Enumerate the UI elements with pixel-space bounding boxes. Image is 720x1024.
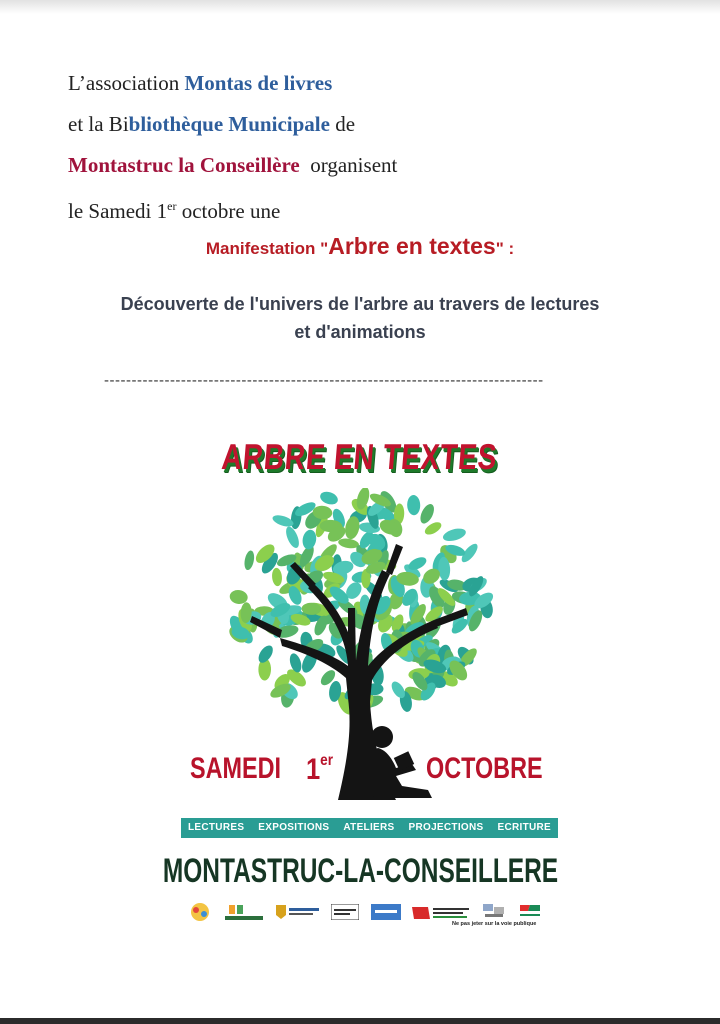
poster-town xyxy=(0,852,720,891)
intro-paragraph xyxy=(68,68,397,232)
leaf xyxy=(318,490,339,507)
poster-date-number xyxy=(306,752,333,787)
leaf xyxy=(271,513,295,529)
town-name: Montastruc la Conseillère xyxy=(68,153,300,177)
leaf xyxy=(301,529,318,551)
poster-notice: Ne pas jeter sur la voie publique xyxy=(452,921,537,927)
reading-child-silhouette xyxy=(371,726,432,798)
poster-town-text: MONTASTRUC-LA-CONSEILLERE xyxy=(162,852,558,890)
page-bottom-bar xyxy=(0,1018,720,1024)
intro-text: L’association xyxy=(68,71,185,95)
activity-tags xyxy=(181,818,551,838)
event-name: Arbre en textes xyxy=(328,233,496,259)
leaf xyxy=(243,550,256,571)
intro-text: organisent xyxy=(299,153,398,177)
library-name: bliothèque Municipale xyxy=(128,112,330,136)
date-number: 1 xyxy=(306,753,321,786)
sponsor-logo-5 xyxy=(371,904,401,920)
tag-expositions: EXPOSITIONS xyxy=(251,818,336,838)
sponsor-logo-1 xyxy=(186,901,214,923)
intro-line-2 xyxy=(68,109,397,150)
intro-line-4 xyxy=(68,191,397,232)
sponsor-logo-4 xyxy=(331,904,359,920)
leaf xyxy=(338,537,360,549)
leaf xyxy=(418,502,437,526)
intro-text: octobre une xyxy=(176,199,281,223)
date-ordinal: er xyxy=(320,752,334,769)
event-suffix: " : xyxy=(495,239,515,258)
poster-date-month: OCTOBRE xyxy=(426,752,543,785)
tag-lectures: LECTURES xyxy=(181,818,251,838)
sponsor-logo-2 xyxy=(225,903,263,921)
ordinal-suffix: er xyxy=(167,199,177,213)
event-description xyxy=(40,290,680,346)
sponsor-logo-8 xyxy=(518,901,542,923)
event-prefix: Manifestation " xyxy=(205,239,329,258)
association-name: Montas de livres xyxy=(184,71,333,95)
page-top-shadow xyxy=(0,0,720,14)
tag-ateliers: ATELIERS xyxy=(336,818,401,838)
intro-line-3 xyxy=(68,150,397,191)
description-line-2: et d'animations xyxy=(294,322,426,342)
leaf xyxy=(442,526,468,543)
poster-title xyxy=(0,436,720,478)
sponsor-logo-3 xyxy=(274,903,320,921)
intro-text: et la Bi xyxy=(68,112,129,136)
tag-ecriture: ECRITURE xyxy=(490,818,558,838)
leaf xyxy=(283,525,301,550)
poster-title-text: ARBRE EN TEXTES xyxy=(220,436,500,477)
poster-date-day: SAMEDI xyxy=(190,752,282,785)
sponsor-logo-6 xyxy=(412,903,470,921)
sponsor-logo-7 xyxy=(481,901,507,923)
intro-line-1 xyxy=(68,68,397,109)
intro-text: de xyxy=(329,112,356,136)
intro-text: le Samedi 1 xyxy=(68,199,168,223)
description-line-1: Découverte de l'univers de l'arbre au travers de lectures xyxy=(120,294,600,314)
event-heading xyxy=(0,233,720,260)
dashed-separator: -------------------------------------------------------------------------------- xyxy=(104,372,544,389)
leaf xyxy=(271,567,282,586)
tag-projections: PROJECTIONS xyxy=(402,818,491,838)
leaf xyxy=(407,495,421,516)
